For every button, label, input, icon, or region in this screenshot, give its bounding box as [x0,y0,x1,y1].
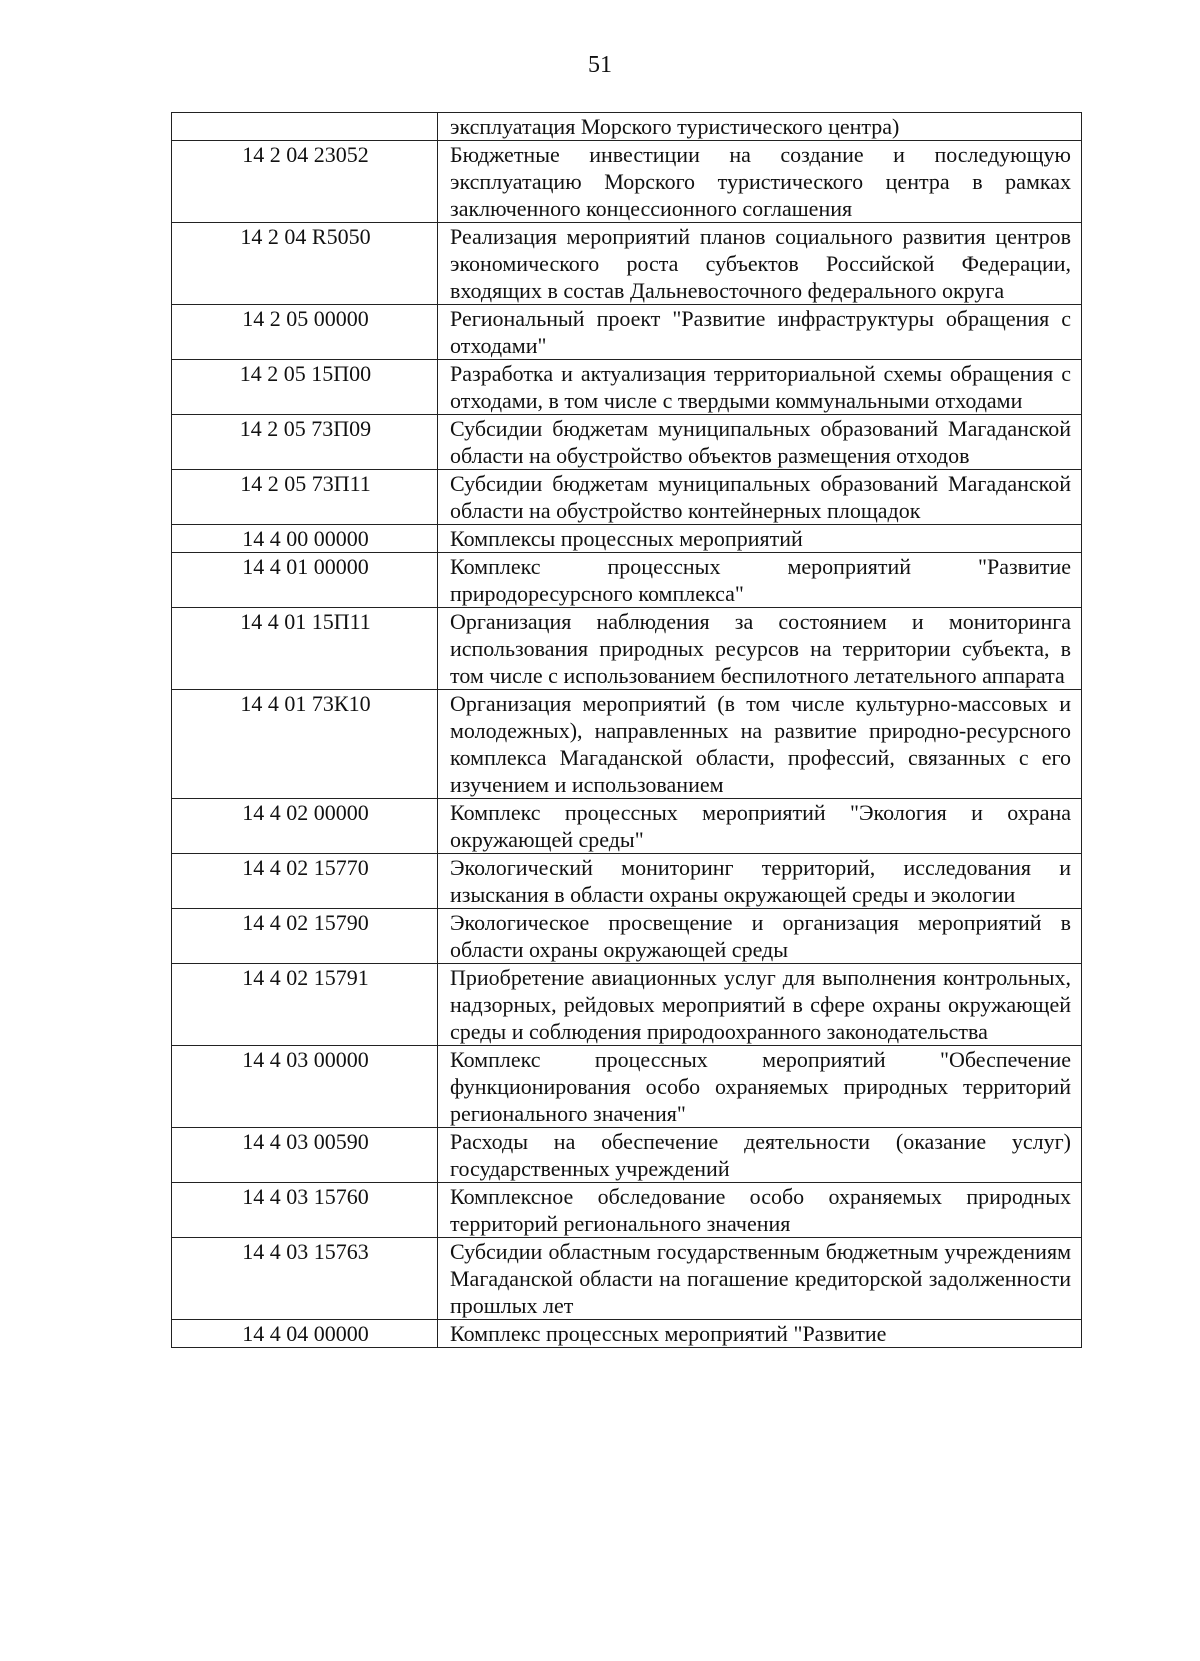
row-description: Комплексное обследование особо охраняемых природных территорий регионального значения [438,1183,1082,1238]
row-code: 14 4 03 00590 [172,1128,438,1183]
row-description: Субсидии бюджетам муниципальных образований Магаданской области на обустройство контейнерных площадок [438,470,1082,525]
table-body [172,113,1082,1348]
row-description: Комплекс процессных мероприятий "Экология и охрана окружающей среды" [438,799,1082,854]
table-row [172,964,1082,1046]
table-row [172,799,1082,854]
row-code: 14 4 01 00000 [172,553,438,608]
row-description: Комплексы процессных мероприятий [438,525,1082,553]
table-row [172,113,1082,141]
row-description: Организация наблюдения за состоянием и мониторинга использования природных ресурсов на территории субъекта, в том числе с использованием беспилотного летательного аппарата [438,608,1082,690]
page-number: 51 [588,52,612,78]
table-row [172,690,1082,799]
table-row [172,909,1082,964]
table-row [172,223,1082,305]
row-code: 14 2 04 23052 [172,141,438,223]
row-description: Комплекс процессных мероприятий "Обеспечение функционирования особо охраняемых природных территорий регионального значения" [438,1046,1082,1128]
table-row [172,854,1082,909]
row-description: Приобретение авиационных услуг для выполнения контрольных, надзорных, рейдовых мероприятий в сфере охраны окружающей среды и соблюдения природоохранного законодательства [438,964,1082,1046]
row-code: 14 4 00 00000 [172,525,438,553]
row-code: 14 2 05 73П09 [172,415,438,470]
row-code: 14 2 05 73П11 [172,470,438,525]
row-description: Экологический мониторинг территорий, исследования и изыскания в области охраны окружающей среды и экологии [438,854,1082,909]
row-code [172,113,438,141]
table-row [172,553,1082,608]
row-description: Расходы на обеспечение деятельности (оказание услуг) государственных учреждений [438,1128,1082,1183]
table-row [172,1046,1082,1128]
row-description: Комплекс процессных мероприятий "Развитие природоресурсного комплекса" [438,553,1082,608]
table-row [172,1238,1082,1320]
row-code: 14 4 02 15770 [172,854,438,909]
row-code: 14 4 02 00000 [172,799,438,854]
row-description: Субсидии областным государственным бюджетным учреждениям Магаданской области на погашение кредиторской задолженности прошлых лет [438,1238,1082,1320]
row-description: эксплуатация Морского туристического центра) [438,113,1082,141]
table-row [172,141,1082,223]
row-code: 14 2 04 R5050 [172,223,438,305]
row-code: 14 4 03 15760 [172,1183,438,1238]
row-code: 14 4 01 73К10 [172,690,438,799]
row-description: Организация мероприятий (в том числе культурно-массовых и молодежных), направленных на развитие природно-ресурсного комплекса Магаданской области, профессий, связанных с его изучением и использованием [438,690,1082,799]
row-code: 14 2 05 00000 [172,305,438,360]
row-code: 14 4 03 00000 [172,1046,438,1128]
row-description: Экологическое просвещение и организация мероприятий в области охраны окружающей среды [438,909,1082,964]
table-row [172,1128,1082,1183]
row-description: Бюджетные инвестиции на создание и последующую эксплуатацию Морского туристического центра в рамках заключенного концессионного соглашения [438,141,1082,223]
table-row [172,360,1082,415]
table-row [172,305,1082,360]
table-row [172,1183,1082,1238]
row-code: 14 4 02 15791 [172,964,438,1046]
row-code: 14 4 04 00000 [172,1320,438,1348]
row-description: Разработка и актуализация территориальной схемы обращения с отходами, в том числе с твердыми коммунальными отходами [438,360,1082,415]
table-row [172,608,1082,690]
table-row [172,525,1082,553]
table-row [172,1320,1082,1348]
row-description: Субсидии бюджетам муниципальных образований Магаданской области на обустройство объектов размещения отходов [438,415,1082,470]
row-code: 14 4 03 15763 [172,1238,438,1320]
table-row [172,415,1082,470]
row-description: Реализация мероприятий планов социального развития центров экономического роста субъектов Российской Федерации, входящих в состав Дальневосточного федерального округа [438,223,1082,305]
row-code: 14 4 01 15П11 [172,608,438,690]
row-description: Региональный проект "Развитие инфраструктуры обращения с отходами" [438,305,1082,360]
row-code: 14 2 05 15П00 [172,360,438,415]
row-description: Комплекс процессных мероприятий "Развитие [438,1320,1082,1348]
table-row [172,470,1082,525]
budget-classification-table [171,112,1082,1348]
row-code: 14 4 02 15790 [172,909,438,964]
